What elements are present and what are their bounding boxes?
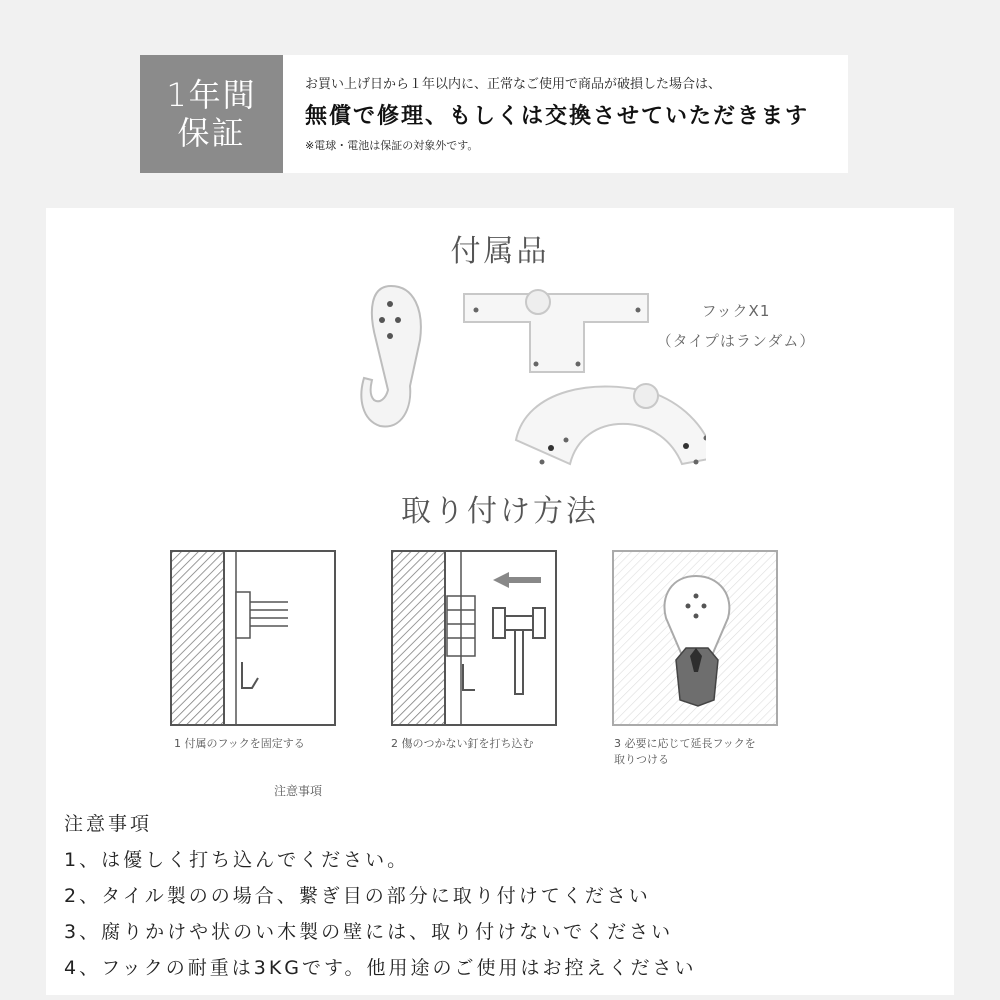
step-2-caption: 2 傷のつかない釘を打ち込む	[391, 737, 534, 750]
notes-small-title: 注意事項	[274, 784, 323, 798]
step-1-illustration	[170, 550, 336, 726]
notes-section	[64, 806, 697, 986]
note-item: 3、腐りかけや状のい木製の壁には、取り付けないでください	[64, 921, 674, 943]
hook-type-note: （タイプはランダム）	[656, 332, 816, 350]
warranty-badge-line1: 1年間	[166, 76, 257, 114]
step-3-caption-line1: 3 必要に応じて延長フックを	[614, 737, 756, 750]
white-hook-image	[361, 286, 420, 426]
t-plate-hook-image	[464, 290, 648, 372]
installation-title: 取り付け方法	[401, 494, 599, 529]
warranty-badge-line2: 保証	[177, 114, 246, 152]
warranty-text-line1: お買い上げ日から１年以内に、正常なご使用で商品が破損した場合は、	[305, 77, 722, 92]
note-item: 2、タイル製のの場合、繋ぎ目の部分に取り付けてください	[64, 885, 651, 907]
hook-count-label: フックX1	[701, 302, 771, 320]
step-3-caption-line2: 取りつける	[614, 753, 669, 766]
step-2-illustration	[391, 550, 557, 726]
step-3-caption	[614, 736, 756, 768]
warranty-banner	[140, 55, 848, 173]
step-1-caption: 1 付属のフックを固定する	[174, 737, 305, 750]
warranty-text-main: 無償で修理、もしくは交換させていただきます	[305, 104, 810, 129]
warranty-badge	[140, 55, 283, 173]
note-item: 4、フックの耐重は3KGです。他用途のご使用はお控えください	[64, 957, 697, 979]
instruction-card	[46, 208, 954, 995]
curved-plate-hook-image	[516, 384, 706, 465]
notes-title: 注意事項	[64, 813, 153, 835]
note-item: 1、は優しく打ち込んでください。	[64, 849, 410, 871]
accessories-title: 付属品	[450, 234, 550, 269]
hook-label	[646, 296, 826, 356]
warranty-exclusion-note: ※電球・電池は保証の対象外です。	[305, 139, 479, 152]
step-3-illustration	[612, 550, 778, 726]
